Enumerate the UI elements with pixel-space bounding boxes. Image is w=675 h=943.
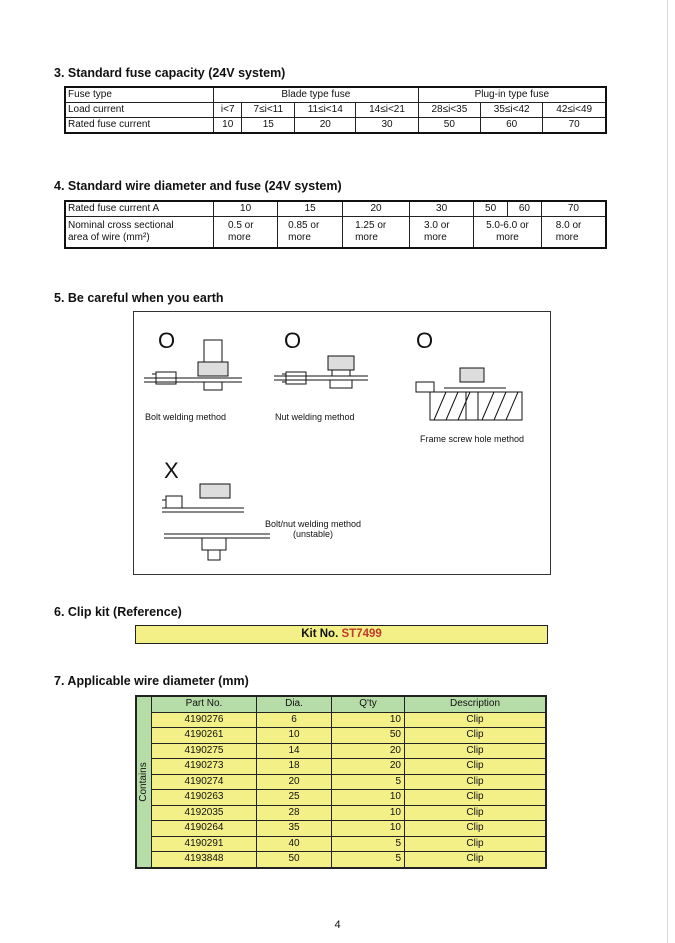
cross-section-label-line1: Nominal cross sectional: [68, 220, 174, 231]
qty: 50: [332, 728, 405, 744]
ok-mark-bolt: O: [158, 328, 176, 353]
load-current-cell: 14≤i<21: [356, 103, 418, 118]
qty: 5: [332, 852, 405, 868]
description: Clip: [405, 728, 547, 744]
rated-fuse-cell: 10: [214, 118, 242, 134]
ok-mark-frame: O: [416, 328, 434, 353]
frame-screw-caption: Frame screw hole method: [420, 434, 525, 444]
dia: 10: [257, 728, 332, 744]
description: Clip: [405, 852, 547, 868]
area-cell: 3.0 or more: [410, 217, 474, 249]
table-row: [136, 712, 546, 728]
applicable-wire-table: [135, 695, 547, 869]
rated-cell: 60: [507, 201, 541, 217]
load-current-label: Load current: [65, 103, 214, 118]
wire-diameter-table: [64, 200, 607, 249]
blade-type-header: Blade type fuse: [214, 87, 419, 103]
rated-cell: 20: [343, 201, 410, 217]
area-cell: 0.5 or more: [214, 217, 278, 249]
qty: 10: [332, 821, 405, 837]
header-dia: Dia.: [257, 696, 332, 712]
table-row: [136, 774, 546, 790]
table-row: [136, 805, 546, 821]
table-row: [136, 852, 546, 868]
part-no: 4190276: [152, 712, 257, 728]
description: Clip: [405, 805, 547, 821]
ok-mark-nut: O: [284, 328, 302, 353]
plugin-type-header: Plug-in type fuse: [418, 87, 606, 103]
rated-fuse-cell: 15: [242, 118, 295, 134]
description: Clip: [405, 712, 547, 728]
rated-fuse-cell: 50: [418, 118, 480, 134]
section-7-title: 7. Applicable wire diameter (mm): [54, 674, 249, 688]
table-row: [136, 790, 546, 806]
rated-cell: 10: [214, 201, 278, 217]
load-current-cell: 28≤i<35: [418, 103, 480, 118]
fuse-type-label: Fuse type: [65, 87, 214, 103]
fuse-capacity-table: [64, 86, 607, 134]
rated-cell: 50: [474, 201, 508, 217]
cross-section-label: [65, 217, 214, 249]
dia: 20: [257, 774, 332, 790]
description: Clip: [405, 743, 547, 759]
qty: 20: [332, 759, 405, 775]
clip-kit-banner: [135, 625, 548, 644]
part-no: 4190274: [152, 774, 257, 790]
qty: 5: [332, 836, 405, 852]
boltnut-caption: [258, 519, 368, 539]
rated-fuse-cell: 30: [356, 118, 418, 134]
dia: 50: [257, 852, 332, 868]
rated-cell: 70: [541, 201, 606, 217]
rated-fuse-cell: 20: [295, 118, 356, 134]
description: Clip: [405, 836, 547, 852]
section-5-title: 5. Be careful when you earth: [54, 291, 224, 305]
rated-cell: 30: [410, 201, 474, 217]
part-no: 4190264: [152, 821, 257, 837]
boltnut-caption-line2: (unstable): [292, 529, 334, 539]
qty: 10: [332, 805, 405, 821]
page-edge-divider: [667, 0, 668, 943]
rated-fuse-a-label: Rated fuse current A: [65, 201, 214, 217]
dia: 14: [257, 743, 332, 759]
earthing-diagram: [133, 311, 551, 575]
description: Clip: [405, 790, 547, 806]
nut-welding-caption: Nut welding method: [275, 412, 355, 422]
qty: 10: [332, 712, 405, 728]
contains-column: [136, 696, 152, 868]
ng-mark-boltnut: X: [164, 458, 179, 483]
load-current-cell: 7≤i<11: [242, 103, 295, 118]
load-current-cell: i<7: [214, 103, 242, 118]
qty: 10: [332, 790, 405, 806]
bolt-welding-caption: Bolt welding method: [145, 412, 227, 422]
dia: 18: [257, 759, 332, 775]
qty: 5: [332, 774, 405, 790]
load-current-cell: 42≤i<49: [543, 103, 606, 118]
part-no: 4190275: [152, 743, 257, 759]
description: Clip: [405, 821, 547, 837]
rated-fuse-cell: 70: [543, 118, 606, 134]
kit-number: ST7499: [341, 628, 382, 640]
description: Clip: [405, 759, 547, 775]
section-4-title: 4. Standard wire diameter and fuse (24V system): [54, 179, 342, 193]
part-no: 4192035: [152, 805, 257, 821]
part-no: 4193848: [152, 852, 257, 868]
area-cell: 8.0 or more: [541, 217, 606, 249]
load-current-cell: 11≤i<14: [295, 103, 356, 118]
page-number: 4: [334, 919, 341, 931]
frame-screw-illustration: [416, 368, 522, 420]
boltnut-welding-illustration: [162, 484, 270, 560]
header-description: Description: [405, 696, 547, 712]
dia: 35: [257, 821, 332, 837]
section-6-title: 6. Clip kit (Reference): [54, 605, 182, 619]
dia: 28: [257, 805, 332, 821]
cross-section-label-line2: area of wire (mm²): [68, 232, 150, 243]
part-no: 4190263: [152, 790, 257, 806]
load-current-cell: 35≤i<42: [481, 103, 543, 118]
rated-fuse-label: Rated fuse current: [65, 118, 214, 134]
dia: 6: [257, 712, 332, 728]
table-row: [136, 743, 546, 759]
boltnut-caption-line1: Bolt/nut welding method: [264, 519, 362, 529]
header-part-no: Part No.: [152, 696, 257, 712]
table-row: [136, 759, 546, 775]
area-cell: 0.85 or more: [278, 217, 343, 249]
rated-cell: 15: [278, 201, 343, 217]
rated-fuse-cell: 60: [481, 118, 543, 134]
part-no: 4190291: [152, 836, 257, 852]
nut-welding-illustration: [274, 356, 368, 388]
contains-label: Contains: [138, 762, 149, 802]
area-cell: 5.0-6.0 or more: [474, 217, 542, 249]
kit-label: Kit No.: [301, 628, 339, 640]
header-qty: Q'ty: [332, 696, 405, 712]
qty: 20: [332, 743, 405, 759]
part-no: 4190273: [152, 759, 257, 775]
table-row: [136, 728, 546, 744]
description: Clip: [405, 774, 547, 790]
area-cell: 1.25 or more: [343, 217, 410, 249]
dia: 25: [257, 790, 332, 806]
dia: 40: [257, 836, 332, 852]
part-no: 4190261: [152, 728, 257, 744]
section-3-title: 3. Standard fuse capacity (24V system): [54, 66, 286, 80]
table-row: [136, 836, 546, 852]
table-row: [136, 821, 546, 837]
